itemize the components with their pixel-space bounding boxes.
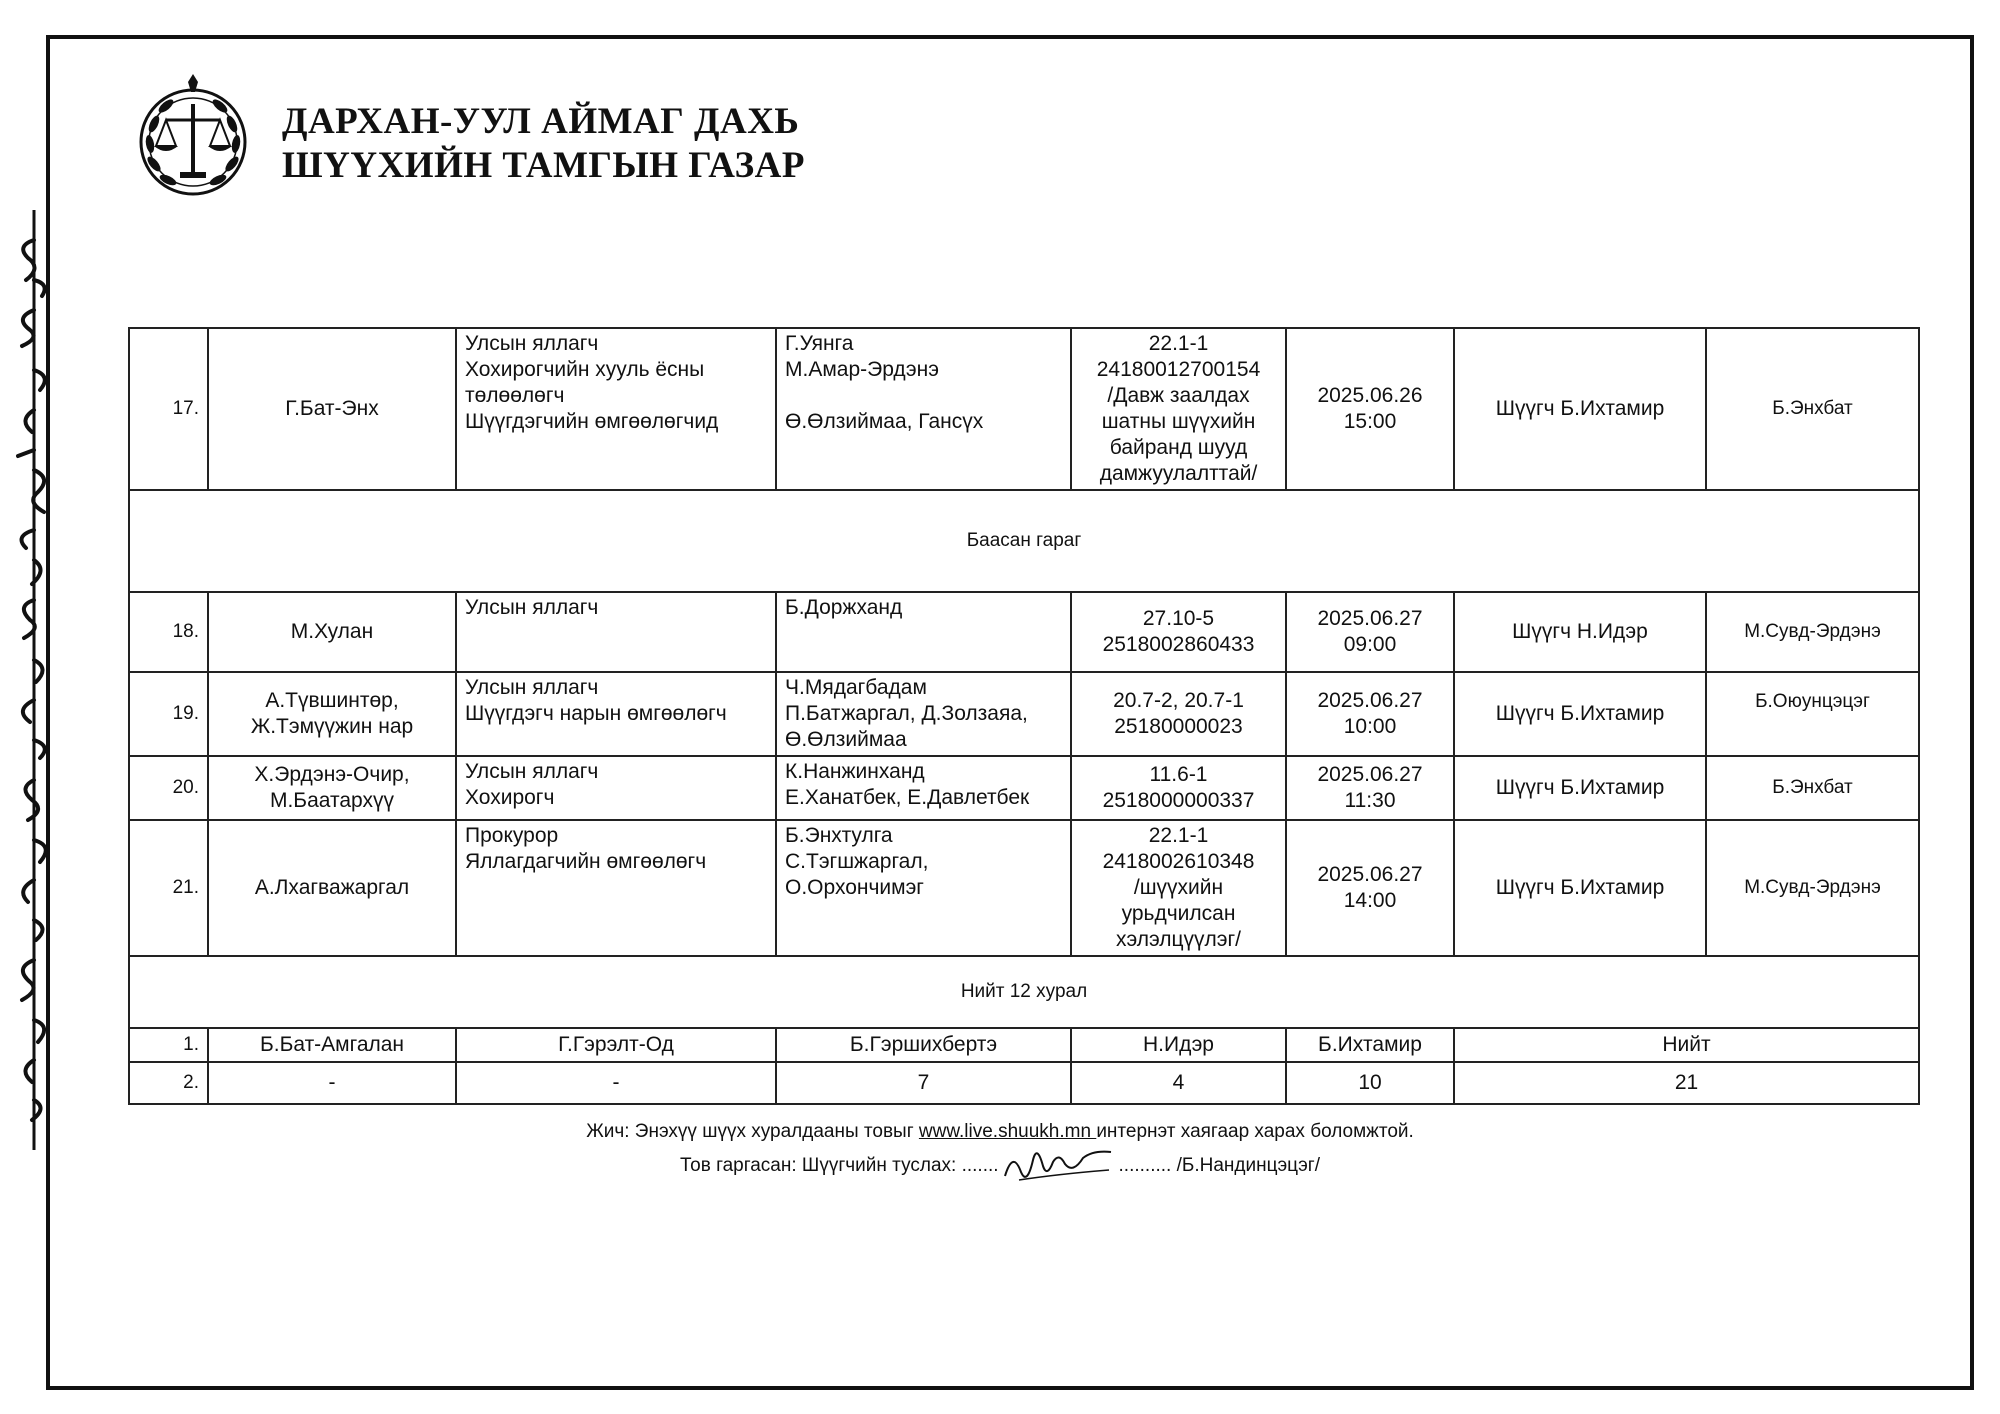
- case-cell: 20.7-2, 20.7-1 25180000023: [1071, 672, 1286, 756]
- defendant-cell: Г.Бат-Энх: [208, 328, 456, 490]
- persons-cell: К.Нанжинханд Е.Ханатбек, Е.Давлетбек: [776, 756, 1071, 820]
- datetime-cell: 2025.06.27 14:00: [1286, 820, 1454, 956]
- footnote-line2: Тов гаргасан: Шүүгчийн туслах: ....... .......... /Б.Нандинцэцэг/: [0, 1146, 2000, 1186]
- row-number: 21.: [129, 820, 208, 956]
- table-row: [129, 592, 1919, 672]
- footnote: [0, 1118, 2000, 1186]
- parties-cell: Улсын яллагч: [456, 592, 776, 672]
- clerk-cell: М.Сувд-Эрдэнэ: [1706, 592, 1919, 672]
- live-stream-link[interactable]: www.live.shuukh.mn: [918, 1121, 1097, 1142]
- summary-judge-name: Б.Ихтамир: [1286, 1028, 1454, 1062]
- summary-num: 2.: [129, 1062, 208, 1104]
- judge-cell: Шүүгч Н.Идэр: [1454, 592, 1706, 672]
- judge-cell: Шүүгч Б.Ихтамир: [1454, 672, 1706, 756]
- judge-cell: Шүүгч Б.Ихтамир: [1454, 328, 1706, 490]
- defendant-cell: А.Түвшинтөр, Ж.Тэмүүжин нар: [208, 672, 456, 756]
- case-cell: 27.10-5 2518002860433: [1071, 592, 1286, 672]
- court-emblem-icon: [136, 74, 250, 204]
- summary-values-row: [129, 1062, 1919, 1104]
- summary-total-label: Нийт: [1454, 1028, 1919, 1062]
- total-meetings-label: Нийт 12 хурал: [129, 956, 1919, 1028]
- clerk-cell: М.Сувд-Эрдэнэ: [1706, 820, 1919, 956]
- summary-count: 4: [1071, 1062, 1286, 1104]
- summary-num: 1.: [129, 1028, 208, 1062]
- row-number: 19.: [129, 672, 208, 756]
- table-row: [129, 756, 1919, 820]
- datetime-cell: 2025.06.27 10:00: [1286, 672, 1454, 756]
- persons-cell: Ч.Мядагбадам П.Батжаргал, Д.Золзаяа, Ө.Өлзиймаа: [776, 672, 1071, 756]
- org-title-line2: ШҮҮХИЙН ТАМГЫН ГАЗАР: [282, 145, 805, 186]
- signature-icon: [999, 1146, 1119, 1186]
- summary-count: -: [208, 1062, 456, 1104]
- parties-cell: Улсын яллагч Хохирогч: [456, 756, 776, 820]
- footnote-line1: Жич: Энэхүү шүүх хуралдааны товыг www.live.shuukh.mn интернэт хаягаар харах боломжтой.: [586, 1121, 1414, 1142]
- defendant-cell: А.Лхагважаргал: [208, 820, 456, 956]
- parties-cell: Прокурор Яллагдагчийн өмгөөлөгч: [456, 820, 776, 956]
- persons-cell: Г.Уянга М.Амар-Эрдэнэ Ө.Өлзиймаа, Гансүх: [776, 328, 1071, 490]
- table-row: [129, 328, 1919, 490]
- case-cell: 11.6-1 2518000000337: [1071, 756, 1286, 820]
- datetime-cell: 2025.06.27 11:30: [1286, 756, 1454, 820]
- persons-cell: Б.Энхтулга С.Тэгшжаргал, О.Орхончимэг: [776, 820, 1071, 956]
- datetime-cell: 2025.06.26 15:00: [1286, 328, 1454, 490]
- mongolian-script-motto: [4, 200, 64, 1160]
- clerk-cell: Б.Оюунцэцэг: [1706, 672, 1919, 756]
- summary-judge-name: Г.Гэрэлт-Од: [456, 1028, 776, 1062]
- case-cell: 22.1-1 2418002610348 /шүүхийн урьдчилсан хэлэлцүүлэг/: [1071, 820, 1286, 956]
- datetime-cell: 2025.06.27 09:00: [1286, 592, 1454, 672]
- day-label: Баасан гараг: [129, 490, 1919, 592]
- table-row: [129, 820, 1919, 956]
- row-number: 17.: [129, 328, 208, 490]
- summary-total-count: 21: [1454, 1062, 1919, 1104]
- summary-count: 10: [1286, 1062, 1454, 1104]
- clerk-cell: Б.Энхбат: [1706, 328, 1919, 490]
- row-number: 20.: [129, 756, 208, 820]
- hearing-schedule-table: [128, 327, 1920, 1105]
- summary-header-row: [129, 1028, 1919, 1062]
- case-cell: 22.1-1 24180012700154 /Давж заалдах шатны шүүхийн байранд шууд дамжуулалттай/: [1071, 328, 1286, 490]
- summary-count: -: [456, 1062, 776, 1104]
- persons-cell: Б.Доржханд: [776, 592, 1071, 672]
- summary-judge-name: Н.Идэр: [1071, 1028, 1286, 1062]
- row-number: 18.: [129, 592, 208, 672]
- judge-cell: Шүүгч Б.Ихтамир: [1454, 756, 1706, 820]
- summary-judge-name: Б.Бат-Амгалан: [208, 1028, 456, 1062]
- total-meetings-row: [129, 956, 1919, 1028]
- judge-cell: Шүүгч Б.Ихтамир: [1454, 820, 1706, 956]
- organization-title: [282, 100, 805, 188]
- defendant-cell: М.Хулан: [208, 592, 456, 672]
- summary-count: 7: [776, 1062, 1071, 1104]
- parties-cell: Улсын яллагч Хохирогчийн хууль ёсны төлөөлөгч Шүүгдэгчийн өмгөөлөгчид: [456, 328, 776, 490]
- day-divider-row: [129, 490, 1919, 592]
- defendant-cell: Х.Эрдэнэ-Очир, М.Баатархүү: [208, 756, 456, 820]
- parties-cell: Улсын яллагч Шүүгдэгч нарын өмгөөлөгч: [456, 672, 776, 756]
- summary-judge-name: Б.Гэршихбертэ: [776, 1028, 1071, 1062]
- clerk-cell: Б.Энхбат: [1706, 756, 1919, 820]
- table-row: [129, 672, 1919, 756]
- org-title-line1: ДАРХАН-УУЛ АЙМАГ ДАХЬ: [282, 101, 800, 142]
